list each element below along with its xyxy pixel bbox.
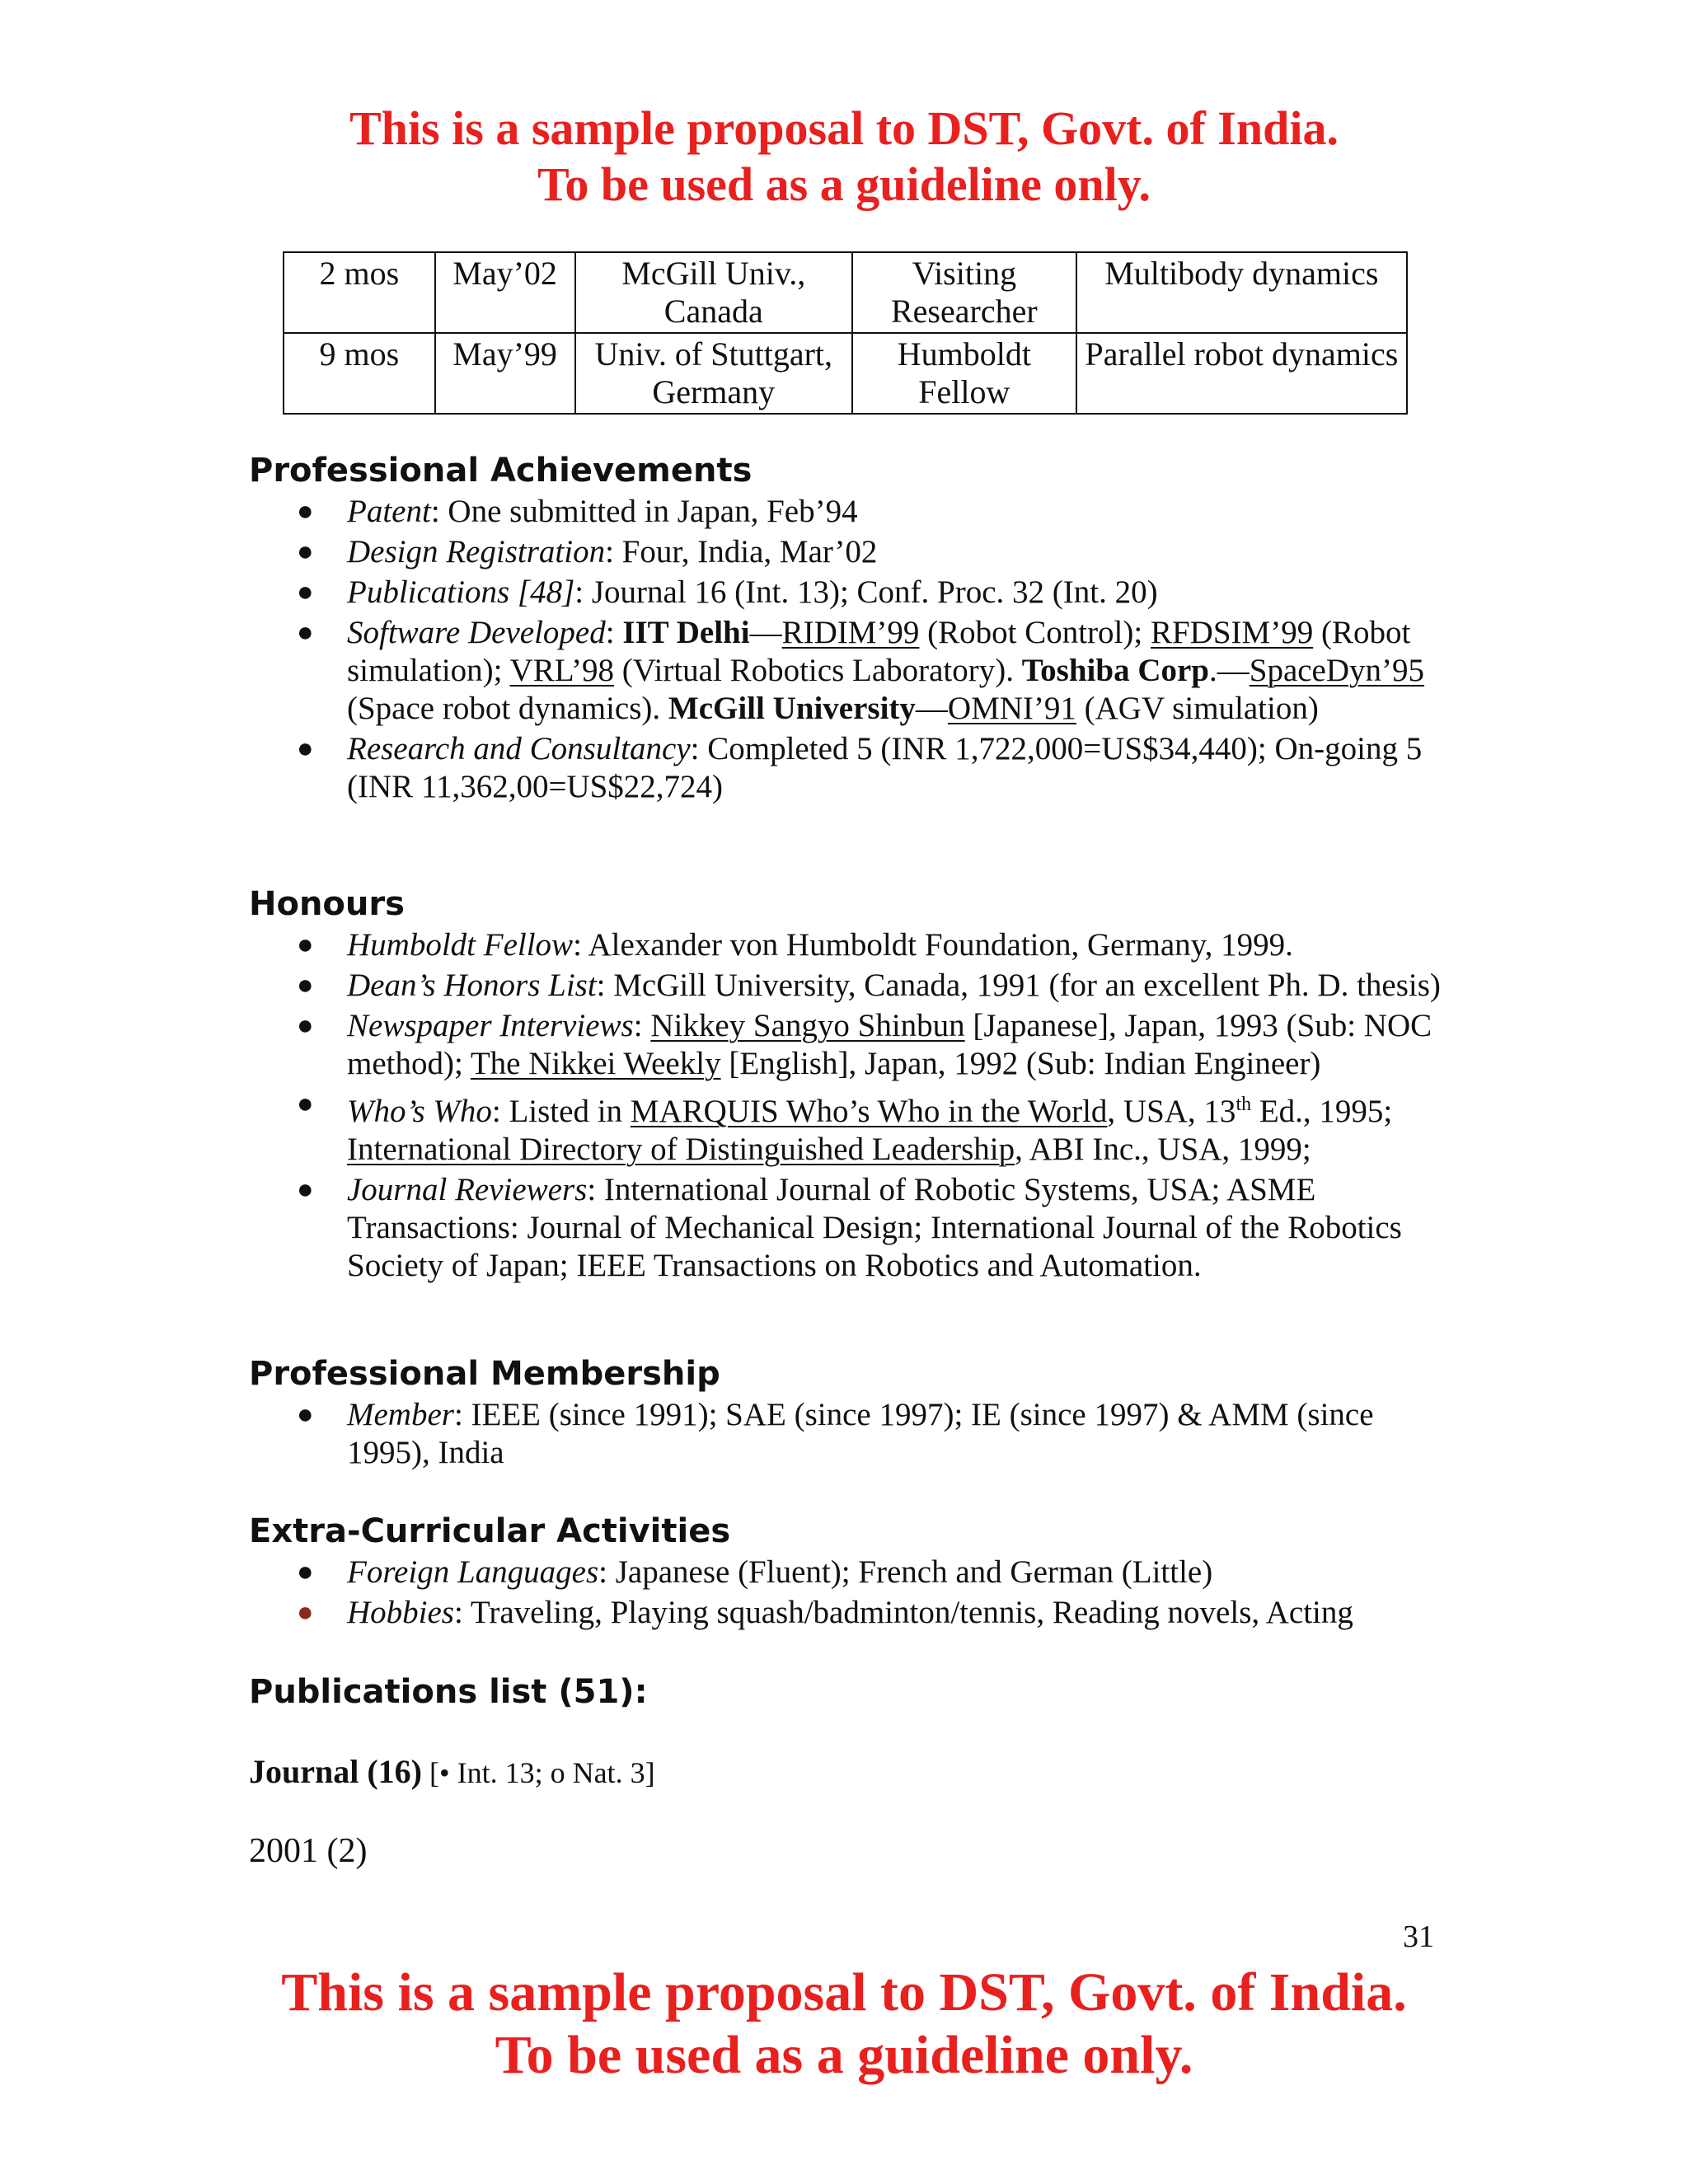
achievements-list: [249, 493, 1452, 808]
list-item: ● Software Developed: IIT Delhi—RIDIM’99 (Robot Control); RFDSIM’99 (Robot simulation); VRL’98 (Virtual Robotics Laboratory). Toshiba Corp.—SpaceDyn’95 (Space robot dynamics). McGill University—OMNI’91 (AGV simulation): [297, 615, 1425, 726]
item-label: Member: [347, 1397, 454, 1432]
newspaper-name: The Nikkei Weekly: [470, 1046, 721, 1081]
item-label: Publications [48]: [347, 574, 575, 610]
item-label: Humboldt Fellow: [347, 927, 574, 963]
item-text: (Robot simulation);: [347, 615, 1411, 688]
item-text: (Space robot dynamics).: [347, 691, 668, 726]
bullet-icon: ●: [297, 1597, 314, 1628]
watermark-banner-bottom: [0, 1961, 1688, 2087]
item-text: : Completed 5 (INR 1,722,000=US$34,440); On-going 5 (INR 11,362,00=US$22,724): [347, 731, 1423, 804]
directory-name: MARQUIS Who’s Who in the World: [630, 1094, 1108, 1129]
journal-count-line: [249, 1752, 655, 1791]
bullet-icon: ●: [297, 496, 314, 527]
item-text: (Robot Control);: [919, 615, 1151, 650]
list-item: [249, 926, 1452, 964]
bullet-icon: ●: [297, 930, 314, 960]
item-label: Research and Consultancy: [347, 731, 691, 766]
item-text: : Traveling, Playing squash/badminton/tennis, Reading novels, Acting: [454, 1595, 1353, 1630]
banner-line-2: To be used as a guideline only.: [495, 2025, 1193, 2085]
software-name: SpaceDyn’95: [1249, 653, 1425, 688]
list-item: [249, 730, 1452, 806]
bullet-icon: ●: [297, 577, 314, 607]
item-text: : International Journal of Robotic Systems, USA; ASME Transactions: Journal of Mechanical Design; International Journal of the Robotics Society of Japan; IEEE Transactions on Robotics and Automation.: [347, 1172, 1402, 1283]
item-text: Ed., 1995;: [1251, 1094, 1393, 1129]
item-text: : One submitted in Japan, Feb’94: [430, 494, 858, 529]
table-cell: Visiting Researcher: [852, 252, 1076, 333]
list-item: [249, 1171, 1452, 1285]
banner-line-1: This is a sample proposal to DST, Govt. of India.: [349, 101, 1339, 155]
item-text: : Listed in: [491, 1094, 631, 1129]
appointment-history-table: [283, 251, 1408, 415]
item-label: Who’s Who: [347, 1094, 492, 1129]
list-item: [249, 1554, 1452, 1591]
item-text: , USA, 13: [1107, 1094, 1236, 1129]
item-text: : IEEE (since 1991); SAE (since 1997); IE (since 1997) & AMM (since 1995), India: [347, 1397, 1374, 1470]
item-label: Newspaper Interviews: [347, 1008, 634, 1043]
item-label: Journal Reviewers: [347, 1172, 588, 1207]
item-text: : Four, India, Mar’02: [605, 534, 878, 569]
list-item: [249, 1396, 1452, 1472]
bullet-icon: ●: [297, 733, 314, 764]
bullet-icon: ●: [297, 617, 314, 648]
table-row: [284, 252, 1407, 333]
item-text: (AGV simulation): [1076, 691, 1319, 726]
table-cell: McGill Univ., Canada: [575, 252, 852, 333]
org-name: McGill University: [668, 691, 916, 726]
software-name: OMNI’91: [947, 691, 1076, 726]
table-cell: Univ. of Stuttgart, Germany: [575, 333, 852, 414]
item-text: [English], Japan, 1992 (Sub: Indian Engineer): [720, 1046, 1321, 1081]
item-label: Design Registration: [347, 534, 606, 569]
bullet-icon: ●: [297, 1399, 314, 1430]
honours-list: [249, 926, 1452, 1287]
software-name: VRL’98: [509, 653, 614, 688]
org-name: IIT Delhi: [622, 615, 750, 650]
newspaper-name: Nikkey Sangyo Shinbun: [650, 1008, 965, 1043]
list-item: [249, 574, 1452, 612]
journal-detail: [• Int. 13; o Nat. 3]: [422, 1756, 655, 1789]
table-cell: Multibody dynamics: [1076, 252, 1407, 333]
item-text: , ABI Inc., USA, 1999;: [1015, 1132, 1311, 1167]
table-cell: May’99: [435, 333, 575, 414]
table-row: [284, 333, 1407, 414]
extracurricular-list: [249, 1554, 1452, 1634]
table-cell: Parallel robot dynamics: [1076, 333, 1407, 414]
directory-name: International Directory of Distinguished Leadership: [347, 1132, 1015, 1167]
publications-heading: Publications list (51):: [249, 1673, 648, 1711]
extracurricular-heading: Extra-Curricular Activities: [249, 1512, 731, 1550]
item-label: Software Developed: [347, 615, 606, 650]
banner-line-1: This is a sample proposal to DST, Govt. of India.: [281, 1962, 1407, 2022]
item-label: Hobbies: [347, 1595, 454, 1630]
list-item: ● Newspaper Interviews: Nikkey Sangyo Shinbun [Japanese], Japan, 1993 (Sub: NOC method); The Nikkei Weekly [English], Japan, 1992 (Sub: Indian Engineer): [297, 1008, 1432, 1081]
item-text: : Japanese (Fluent); French and German (Little): [598, 1554, 1213, 1590]
list-item: [249, 533, 1452, 571]
item-label: Foreign Languages: [347, 1554, 599, 1590]
membership-list: [249, 1396, 1452, 1474]
list-item: [249, 967, 1452, 1005]
item-text: : Journal 16 (Int. 13); Conf. Proc. 32 (Int. 20): [574, 574, 1158, 610]
list-item: [249, 493, 1452, 531]
table-cell: 2 mos: [284, 252, 435, 333]
bullet-icon: ●: [297, 1174, 314, 1205]
item-text: : McGill University, Canada, 1991 (for an excellent Ph. D. thesis): [596, 968, 1441, 1003]
bullet-icon: ●: [297, 1089, 314, 1119]
software-name: RFDSIM’99: [1150, 615, 1314, 650]
list-item: [249, 1085, 1452, 1169]
bullet-icon: ●: [297, 1010, 314, 1041]
bullet-icon: ●: [297, 537, 314, 567]
membership-heading: Professional Membership: [249, 1355, 720, 1393]
item-text: : Alexander von Humboldt Foundation, Germany, 1999.: [573, 927, 1293, 963]
bullet-icon: ●: [297, 1557, 314, 1587]
table-cell: Humboldt Fellow: [852, 333, 1076, 414]
item-text: [Japanese], Japan, 1993 (Sub: NOC method);: [347, 1008, 1432, 1081]
honours-heading: Honours: [249, 885, 405, 923]
item-label: Patent: [347, 494, 431, 529]
software-name: RIDIM’99: [781, 615, 920, 650]
item-text: (Virtual Robotics Laboratory).: [613, 653, 1022, 688]
bullet-icon: ●: [297, 970, 314, 1001]
list-item: [249, 1594, 1452, 1632]
org-name: Toshiba Corp: [1021, 653, 1209, 688]
achievements-heading: Professional Achievements: [249, 452, 753, 490]
watermark-banner-top: [0, 101, 1688, 213]
table-cell: 9 mos: [284, 333, 435, 414]
publication-year: 2001 (2): [249, 1832, 368, 1870]
banner-line-2: To be used as a guideline only.: [537, 157, 1151, 211]
table-cell: May’02: [435, 252, 575, 333]
superscript: th: [1236, 1094, 1252, 1115]
page-number: 31: [1403, 1919, 1434, 1954]
journal-label: Journal (16): [249, 1753, 422, 1790]
item-label: Dean’s Honors List: [347, 968, 597, 1003]
